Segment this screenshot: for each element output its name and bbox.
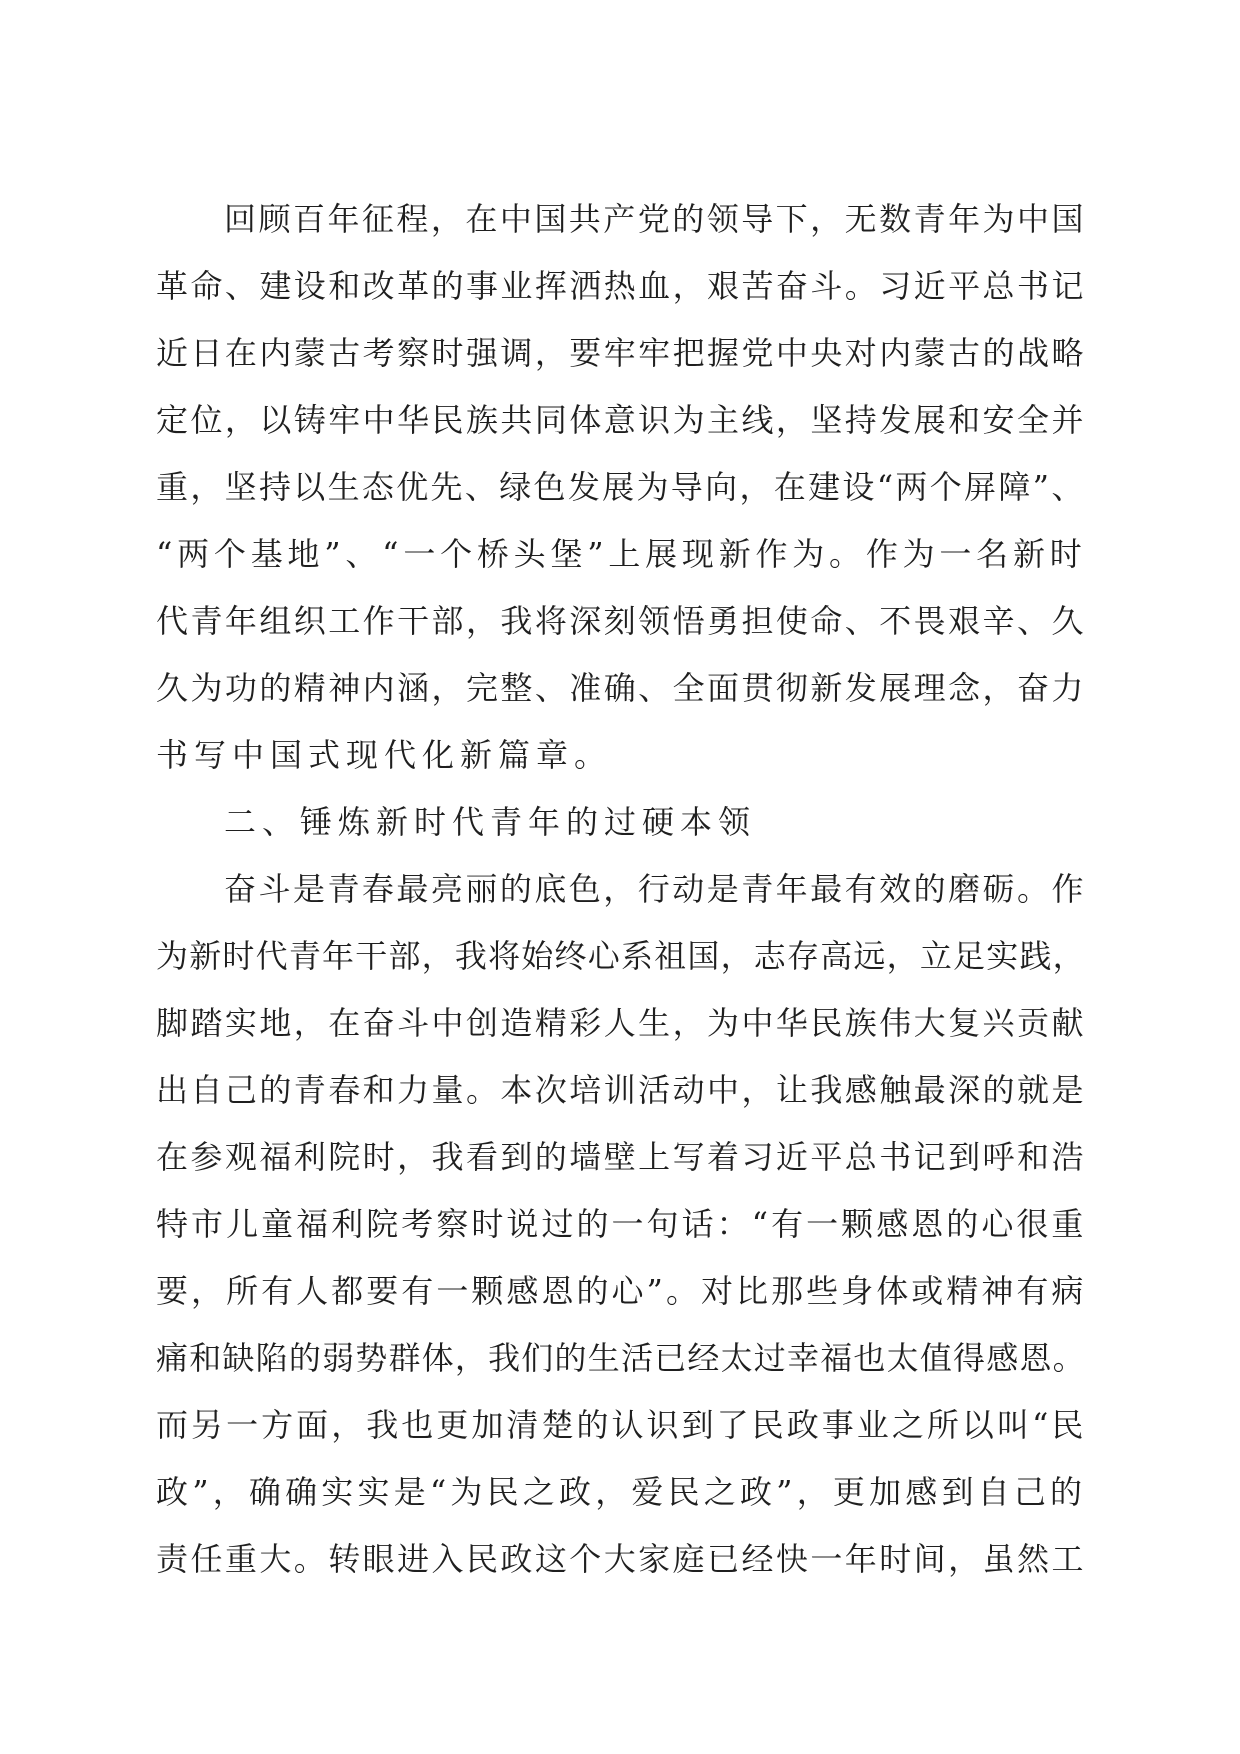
section-heading: 二、锤炼新时代青年的过硬本领 (224, 803, 757, 841)
text-line: 出自己的青春和力量。本次培训活动中，让我感触最深的就是 (156, 1071, 1086, 1109)
text-line: 近日在内蒙古考察时强调，要牢牢把握党中央对内蒙古的战略 (156, 334, 1086, 372)
text-line: 重，坚持以生态优先、绿色发展为导向，在建设“两个屏障”、 (156, 468, 1086, 506)
text-line: “两个基地”、“一个桥头堡”上展现新作为。作为一名新时 (156, 535, 1087, 573)
text-line: 回顾百年征程，在中国共产党的领导下，无数青年为中国 (224, 200, 1087, 238)
text-line: 在参观福利院时，我看到的墙壁上写着习近平总书记到呼和浩 (156, 1138, 1086, 1176)
text-line: 政”，确确实实是“为民之政，爱民之政”，更加感到自己的 (156, 1473, 1087, 1511)
text-line: 特市儿童福利院考察时说过的一句话：“有一颗感恩的心很重 (156, 1205, 1087, 1243)
text-line: 痛和缺陷的弱势群体，我们的生活已经太过幸福也太值得感恩。 (156, 1339, 1086, 1377)
text-line: 革命、建设和改革的事业挥洒热血，艰苦奋斗。习近平总书记 (156, 267, 1086, 305)
text-line: 脚踏实地，在奋斗中创造精彩人生，为中华民族伟大复兴贡献 (156, 1004, 1086, 1042)
text-line: 要，所有人都要有一颗感恩的心”。对比那些身体或精神有病 (156, 1272, 1087, 1310)
text-line: 为新时代青年干部，我将始终心系祖国，志存高远，立足实践， (156, 937, 1086, 975)
text-line: 定位，以铸牢中华民族共同体意识为主线，坚持发展和安全并 (156, 401, 1086, 439)
text-line: 奋斗是青春最亮丽的底色，行动是青年最有效的磨砺。作 (224, 870, 1087, 908)
text-line: 代青年组织工作干部，我将深刻领悟勇担使命、不畏艰辛、久 (156, 602, 1086, 640)
text-line: 书写中国式现代化新篇章。 (156, 736, 613, 774)
text-line: 责任重大。转眼进入民政这个大家庭已经快一年时间，虽然工 (156, 1540, 1086, 1578)
document-body (156, 186, 1086, 1593)
text-line: 而另一方面，我也更加清楚的认识到了民政事业之所以叫“民 (156, 1406, 1087, 1444)
text-line: 久为功的精神内涵，完整、准确、全面贯彻新发展理念，奋力 (156, 669, 1086, 707)
